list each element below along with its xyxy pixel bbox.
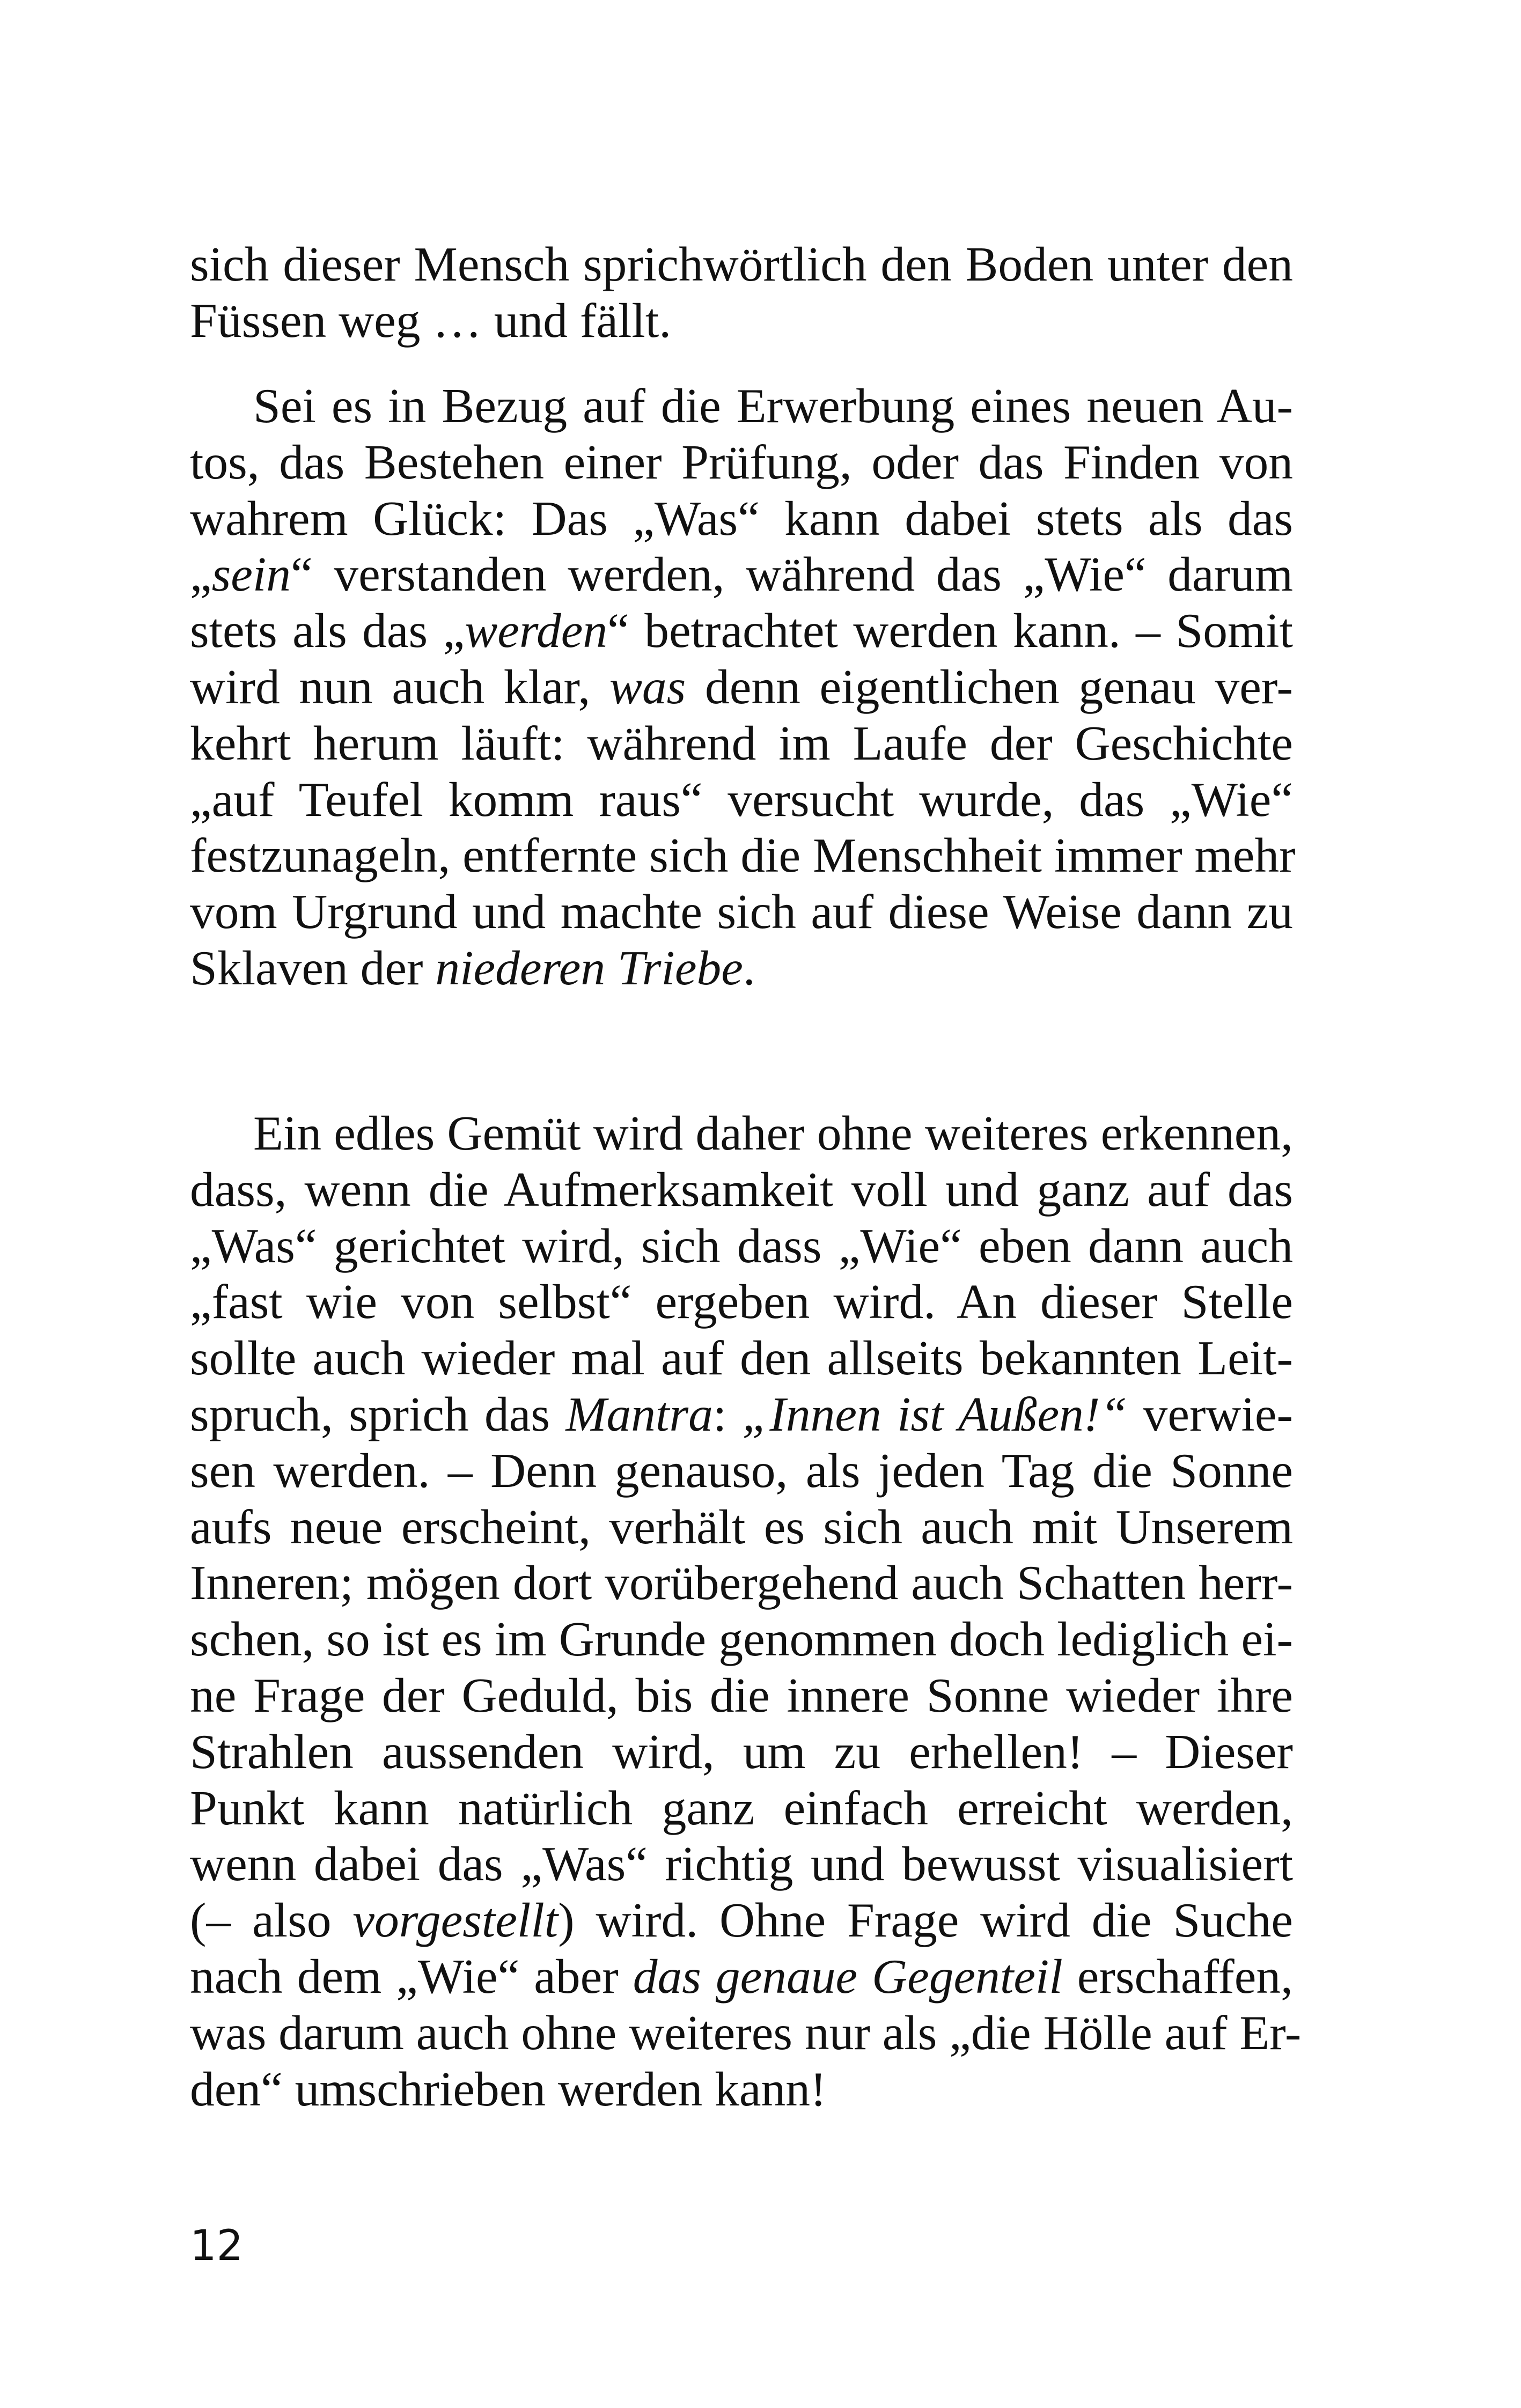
- emphasis-text: vorgestellt: [352, 1892, 559, 1948]
- text-line: [190, 1611, 1293, 1667]
- text-line: [190, 1442, 1293, 1499]
- text-line: [190, 1780, 1293, 1836]
- emphasis-text: was: [609, 659, 686, 714]
- text-run: erschaffen,: [1062, 1948, 1293, 2004]
- text-run: „auf Teufel komm raus“ versucht wurde, das „Wie“: [190, 771, 1293, 827]
- text-block-middle: [190, 378, 1296, 996]
- text-run: kehrt herum läuft: während im Laufe der Geschichte: [190, 715, 1293, 770]
- text-line: [190, 1161, 1293, 1218]
- text-line: [190, 1330, 1293, 1386]
- text-run: :: [712, 1386, 743, 1441]
- text-line: [190, 771, 1293, 828]
- text-run: “ betrachtet werden kann. – Somit: [607, 603, 1293, 658]
- emphasis-text: niederen Triebe: [435, 940, 743, 995]
- text-run: aufs neue erscheint, verhält es sich auch mit Unserem: [190, 1499, 1293, 1554]
- text-run: tos, das Bestehen einer Prüfung, oder das Finden von: [190, 434, 1293, 489]
- text-line: [190, 1499, 1293, 1555]
- text-line: [190, 827, 1296, 883]
- text-run: schen, so ist es im Grunde genommen doch lediglich ei-: [190, 1611, 1293, 1667]
- text-run: dass, wenn die Aufmerksamkeit voll und ganz auf das: [190, 1161, 1293, 1217]
- text-run: ne Frage der Geduld, bis die innere Sonne wieder ihre: [190, 1667, 1293, 1722]
- text-run: wahrem Glück: Das „Was“ kann dabei stets als das: [190, 490, 1293, 546]
- text-run: verwie-: [1127, 1386, 1293, 1441]
- text-run: was darum auch ohne weiteres nur als „die Hölle auf Er-: [190, 2005, 1302, 2060]
- text-run: wird nun auch klar,: [190, 659, 609, 714]
- text-run: „fast wie von selbst“ ergeben wird. An dieser Stelle: [190, 1274, 1293, 1329]
- text-run: Ein edles Gemüt wird daher ohne weiteres erkennen,: [253, 1106, 1293, 1160]
- paragraph: [190, 1105, 1302, 2117]
- text-line: [190, 602, 1293, 659]
- text-line: [190, 883, 1293, 940]
- text-line: [190, 1948, 1293, 2005]
- text-run: sen werden. – Denn genauso, als jeden Tag die Sonne: [190, 1442, 1293, 1498]
- page-number: 12: [190, 2222, 244, 2270]
- text-line: [190, 292, 1293, 349]
- text-line: [190, 1836, 1293, 1892]
- text-run: den“ umschrieben werden kann!: [190, 2061, 827, 2116]
- text-run: spruch, sprich das: [190, 1386, 566, 1441]
- text-run: sollte auch wieder mal auf den allseits bekannten Leit-: [190, 1330, 1293, 1386]
- text-block-continuation: [190, 236, 1293, 349]
- text-line: [190, 1273, 1293, 1330]
- text-run: festzunageln, entfernte sich die Menschheit immer mehr: [190, 828, 1296, 883]
- text-run: nach dem „Wie“ aber: [190, 1948, 633, 2004]
- text-run: .: [743, 940, 755, 995]
- text-run: Punkt kann natürlich ganz einfach erreicht werden,: [190, 1780, 1293, 1835]
- emphasis-text: sein: [211, 547, 291, 602]
- text-line: [190, 546, 1293, 602]
- emphasis-text: Mantra: [565, 1386, 713, 1441]
- text-line: [190, 1892, 1293, 1948]
- text-run: stets als das „: [190, 603, 465, 658]
- text-line: [190, 490, 1293, 547]
- text-run: Sklaven der: [190, 940, 436, 995]
- text-run: „Was“ gerichtet wird, sich dass „Wie“ eben dann auch: [190, 1218, 1293, 1273]
- text-run: Füssen weg … und fällt.: [190, 292, 672, 348]
- paragraph: [190, 378, 1296, 996]
- text-line: [190, 1667, 1293, 1724]
- text-run: „: [190, 547, 212, 602]
- text-line: [190, 378, 1293, 434]
- text-line: [190, 715, 1293, 771]
- text-line: [190, 2005, 1302, 2061]
- text-run: “ verstanden werden, während das „Wie“ darum: [291, 547, 1293, 602]
- text-line: [190, 1105, 1293, 1161]
- text-line: [190, 940, 1293, 996]
- text-run: wenn dabei das „Was“ richtig und bewusst visualisiert: [190, 1836, 1293, 1891]
- text-block-lower: [190, 1105, 1302, 2117]
- text-line: [190, 1724, 1293, 1780]
- text-line: [190, 2061, 1293, 2117]
- emphasis-text: „Innen ist Außen!“: [742, 1386, 1128, 1441]
- text-run: (– also: [190, 1892, 353, 1948]
- text-run: Sei es in Bezug auf die Erwerbung eines neuen Au-: [253, 378, 1293, 433]
- text-line: [190, 434, 1293, 490]
- emphasis-text: das genaue Gegenteil: [633, 1948, 1063, 2004]
- paragraph: [190, 236, 1293, 349]
- text-line: [190, 1555, 1293, 1611]
- text-run: denn eigentlichen genau ver-: [686, 659, 1293, 714]
- text-line: [190, 1386, 1293, 1442]
- text-line: [190, 1218, 1293, 1274]
- text-line: [190, 659, 1293, 715]
- text-line: [190, 236, 1293, 292]
- emphasis-text: werden: [465, 603, 608, 658]
- text-run: vom Urgrund und machte sich auf diese Weise dann zu: [190, 884, 1293, 939]
- text-run: sich dieser Mensch sprichwörtlich den Boden unter den: [190, 237, 1293, 291]
- text-run: ) wird. Ohne Frage wird die Suche: [558, 1892, 1293, 1948]
- text-run: Inneren; mögen dort vorübergehend auch Schatten herr-: [190, 1555, 1293, 1610]
- text-run: Strahlen aussenden wird, um zu erhellen! – Dieser: [190, 1724, 1293, 1779]
